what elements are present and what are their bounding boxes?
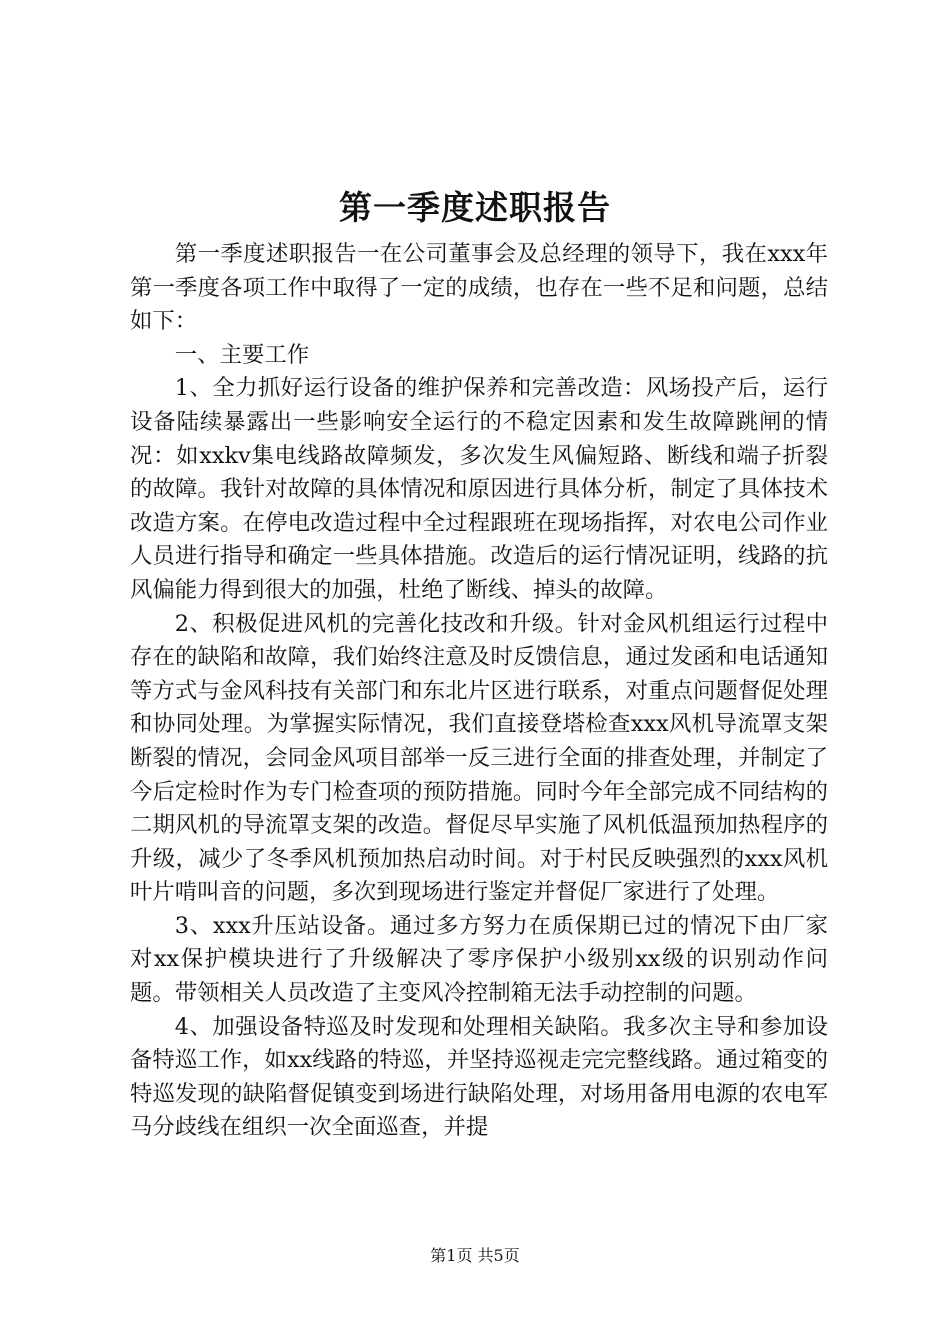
- paragraph-intro: 第一季度述职报告一在公司董事会及总经理的领导下，我在xxx年第一季度各项工作中取得了一定的成绩，也存在一些不足和问题，总结如下：: [130, 241, 828, 335]
- document-title: 第一季度述职报告: [339, 188, 611, 227]
- paragraph-item-3: 3、xxx升压站设备。通过多方努力在质保期已过的情况下由厂家对xx保护模块进行了升级解决了零序保护小级别xx级的识别动作问题。带领相关人员改造了主变风冷控制箱无法手动控制的问题。: [130, 912, 828, 1007]
- paragraph-item-1: 1、全力抓好运行设备的维护保养和完善改造：风场投产后，运行设备陆续暴露出一些影响安全运行的不稳定因素和发生故障跳闸的情况：如xxkv集电线路故障频发，多次发生风偏短路、断线和端子折裂的故障。我针对故障的具体情况和原因进行具体分析，制定了具体技术改造方案。在停电改造过程中全过程跟班在现场指挥，对农电公司作业人员进行指导和确定一些具体措施。改造后的运行情况证明，线路的抗风偏能力得到很大的加强，杜绝了断线、掉头的故障。: [130, 375, 828, 603]
- document-body: [130, 238, 828, 1145]
- paragraph-item-4: 4、加强设备特巡及时发现和处理相关缺陷。我多次主导和参加设备特巡工作，如xx线路的特巡，并坚持巡视走完完整线路。通过箱变的特巡发现的缺陷督促镇变到场进行缺陷处理，对场用备用电源的农电军马分歧线在组织一次全面巡查，并提: [130, 1013, 828, 1141]
- page-footer: 第1页 共5页: [430, 1246, 520, 1265]
- paragraph-item-2: 2、积极促进风机的完善化技改和升级。针对金风机组运行过程中存在的缺陷和故障，我们始终注意及时反馈信息，通过发函和电话通知等方式与金风科技有关部门和东北片区进行联系，对重点问题督促处理和协同处理。为掌握实际情况，我们直接登塔检查xxx风机导流罩支架断裂的情况，会同金风项目部举一反三进行全面的排查处理，并制定了今后定检时作为专门检查项的预防措施。同时今年全部完成不同结构的二期风机的导流罩支架的改造。督促尽早实施了风机低温预加热程序的升级，减少了冬季风机预加热启动时间。对于村民反映强烈的xxx风机叶片啃叫音的问题，多次到现场进行鉴定并督促厂家进行了处理。: [130, 610, 828, 906]
- section-heading-main-work: 一、主要工作: [174, 341, 310, 368]
